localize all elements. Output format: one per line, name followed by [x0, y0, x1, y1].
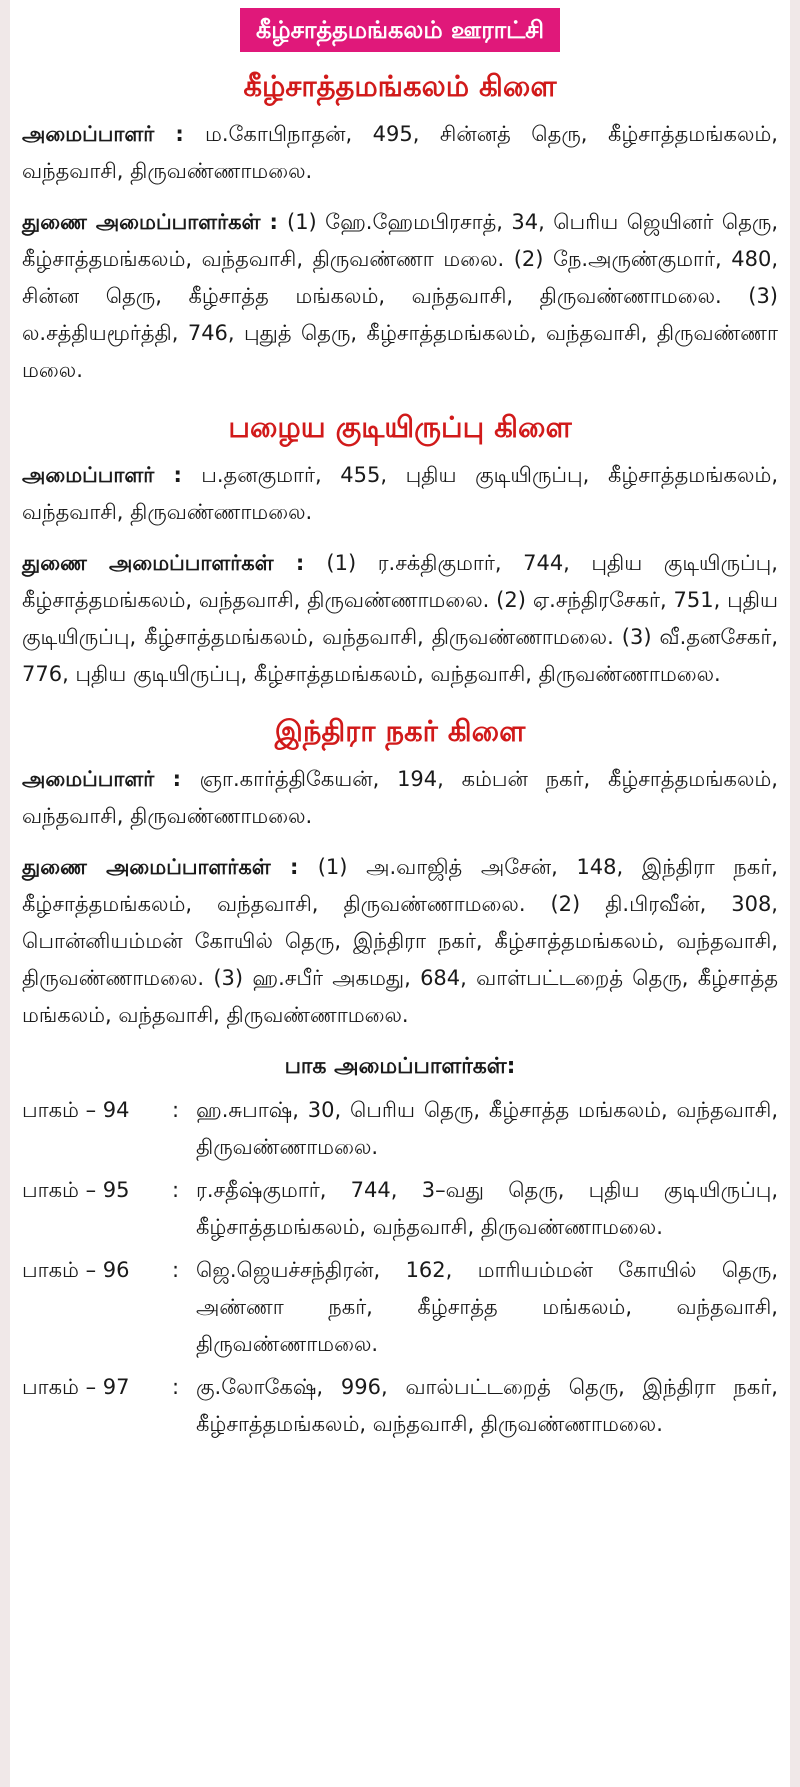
deputy-paragraph [22, 204, 778, 389]
part-organizer-text: ஜெ.ஜெயச்சந்திரன், 162, மாரியம்மன் கோயில் தெரு, அண்ணா நகர், கீழ்சாத்த மங்கலம், வந்தவாசி, திருவண்ணாமலை. [196, 1258, 778, 1356]
deputy-label: துணை அமைப்பாளர்கள் [22, 210, 261, 234]
colon-separator: : [172, 1258, 180, 1282]
branch-section [18, 407, 782, 693]
part-organizer-text: ர.சதீஷ்குமார், 744, 3–வது தெரு, புதிய குடியிருப்பு, கீழ்சாத்தமங்கலம், வந்தவாசி, திருவண்ணாமலை. [196, 1178, 778, 1239]
part-row [22, 1092, 778, 1166]
branch-section [18, 711, 782, 1034]
parts-heading: பாக அமைப்பாளர்கள்: [284, 1054, 516, 1079]
deputy-text: (1) ர.சக்திகுமார், 744, புதிய குடியிருப்பு, கீழ்சாத்தமங்கலம், வந்தவாசி, திருவண்ணாமலை. (2) ஏ.சந்திரசேகர், 751, புதிய குடியிருப்பு, கீழ்சாத்தமங்கலம், வந்தவாசி, திருவண்ணாமலை. (3) வீ.தனசேகர், 776, புதிய குடியிருப்பு, கீழ்சாத்தமங்கலம், வந்தவாசி, திருவண்ணாமலை. [22, 551, 778, 686]
parts-section [18, 1048, 782, 1443]
deputy-paragraph [22, 545, 778, 693]
branch-title: இந்திரா நகர் கிளை [274, 714, 526, 748]
deputy-label: துணை அமைப்பாளர்கள் [22, 855, 271, 879]
organizer-label: அமைப்பாளர் [22, 122, 155, 146]
branch-title: கீழ்சாத்தமங்கலம் கிளை [243, 69, 557, 103]
colon-separator: : [260, 210, 287, 234]
organizer-paragraph [22, 116, 778, 190]
branch-section [18, 66, 782, 389]
colon-separator: : [273, 551, 327, 575]
organizer-text: ம.கோபிநாதன், 495, சின்னத் தெரு, கீழ்சாத்தமங்கலம், வந்தவாசி, திருவண்ணாமலை. [22, 122, 778, 183]
branch-title: பழைய குடியிருப்பு கிளை [228, 410, 572, 444]
colon-separator: : [154, 463, 202, 487]
part-organizer-text: ஹ.சுபாஷ், 30, பெரிய தெரு, கீழ்சாத்த மங்கலம், வந்தவாசி, திருவண்ணாமலை. [196, 1098, 778, 1159]
part-number: பாகம் – 96 [22, 1258, 130, 1282]
organizer-paragraph [22, 761, 778, 835]
organizer-text: ப.தனகுமார், 455, புதிய குடியிருப்பு, கீழ்சாத்தமங்கலம், வந்தவாசி, திருவண்ணாமலை. [22, 463, 778, 524]
colon-separator: : [154, 767, 200, 791]
organizer-label: அமைப்பாளர் [22, 767, 155, 791]
colon-separator: : [154, 122, 205, 146]
colon-separator: : [172, 1178, 180, 1202]
banner-wrap [18, 8, 782, 52]
part-row [22, 1252, 778, 1363]
deputy-text: (1) அ.வாஜித் அசேன், 148, இந்திரா நகர், கீழ்சாத்தமங்கலம், வந்தவாசி, திருவண்ணாமலை. (2) தி.பிரவீன், 308, பொன்னியம்மன் கோயில் தெரு, இந்திரா நகர், கீழ்சாத்தமங்கலம், வந்தவாசி, திருவண்ணாமலை. (3) ஹ.சபீர் அகமது, 684, வாள்பட்டறைத் தெரு, கீழ்சாத்த மங்கலம், வந்தவாசி, திருவண்ணாமலை. [22, 855, 778, 1027]
organizer-label: அமைப்பாளர் [22, 463, 155, 487]
panchayat-banner: கீழ்சாத்தமங்கலம் ஊராட்சி [240, 8, 560, 52]
colon-separator: : [172, 1375, 180, 1399]
deputy-text: (1) ஹே.ஹேமபிரசாத், 34, பெரிய ஜெயினர் தெரு, கீழ்சாத்தமங்கலம், வந்தவாசி, திருவண்ணா மலை. (2) நே.அருண்குமார், 480, சின்ன தெரு, கீழ்சாத்த மங்கலம், வந்தவாசி, திருவண்ணாமலை. (3) ல.சத்தியமூர்த்தி, 746, புதுத் தெரு, கீழ்சாத்தமங்கலம், வந்தவாசி, திருவண்ணா மலை. [22, 210, 779, 382]
organizer-paragraph [22, 457, 778, 531]
colon-separator: : [172, 1098, 180, 1122]
part-number: பாகம் – 97 [22, 1375, 130, 1399]
document-page [18, 0, 782, 1787]
part-organizer-text: கு.லோகேஷ், 996, வால்பட்டறைத் தெரு, இந்திரா நகர், கீழ்சாத்தமங்கலம், வந்தவாசி, திருவண்ணாமலை. [196, 1375, 778, 1436]
part-row [22, 1172, 778, 1246]
deputy-label: துணை அமைப்பாளர்கள் [22, 551, 274, 575]
part-number: பாகம் – 94 [22, 1098, 130, 1122]
part-number: பாகம் – 95 [22, 1178, 130, 1202]
deputy-paragraph [22, 849, 778, 1034]
organizer-text: ஞா.கார்த்திகேயன், 194, கம்பன் நகர், கீழ்சாத்தமங்கலம், வந்தவாசி, திருவண்ணாமலை. [22, 767, 778, 828]
part-row [22, 1369, 778, 1443]
colon-separator: : [270, 855, 318, 879]
